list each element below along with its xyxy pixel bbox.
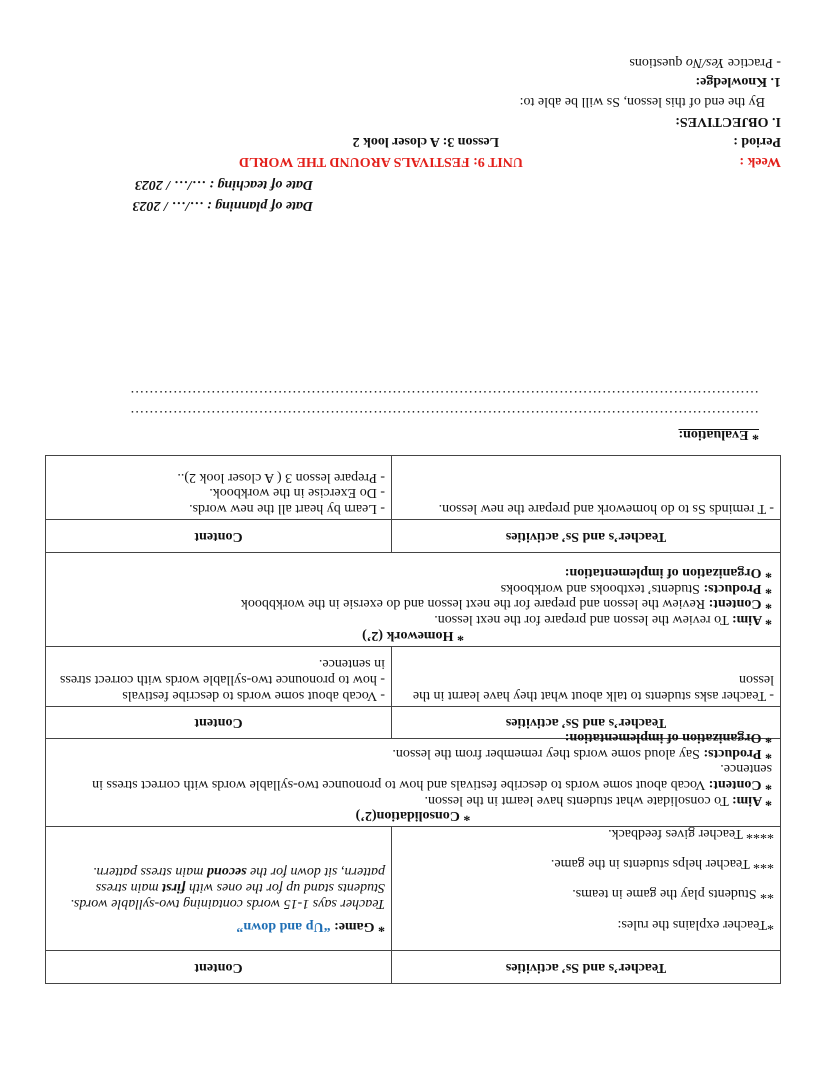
homework-task-2: - Do Exercise in the workbook. — [209, 485, 385, 501]
homework-heading: * Homework (2’) — [362, 627, 464, 643]
game-title: * Game: “Up and down” — [236, 919, 385, 935]
game-row — [46, 827, 780, 951]
objectives-intro: By the end of this lesson, Ss will be able to: — [519, 94, 765, 109]
period-label: Period : — [733, 134, 781, 149]
table-header-row-3 — [46, 520, 780, 553]
activities-table — [45, 455, 781, 984]
evaluation-line-1: …………………………………………………………………………………………………………………… — [129, 407, 759, 422]
consolidation-point-1: - Vocab about some words to describe festivals — [122, 687, 385, 703]
homework-task-1: - Learn by heart all the new words. — [189, 500, 385, 516]
knowledge-item: - Practice Yes/No questions — [629, 55, 781, 70]
game-step-3: *** Teacher helps students in the game. — [550, 855, 774, 871]
col-header-content: Content — [194, 960, 243, 975]
evaluation-line-2: …………………………………………………………………………………………………………………… — [129, 387, 759, 402]
homework-aim: * Aim: To review the lesson and prepare for the next lesson. — [434, 611, 772, 627]
homework-products: * Products: Students’ textbooks and workbooks — [500, 580, 772, 596]
date-of-planning: Date of planning : …/… / 2023 — [132, 198, 313, 213]
consolidation-section — [46, 729, 780, 827]
consolidation-heading: * Consolidation(2’) — [355, 808, 471, 824]
game-content — [46, 827, 391, 950]
consolidation-point-2: - how to pronounce two-syllable words with correct stress in sentence. — [59, 656, 385, 687]
consolidation-detail-row — [46, 647, 780, 707]
homework-activities: - T reminds Ss to do homework and prepare the new lesson. — [391, 456, 780, 519]
game-step-4: **** Teacher gives feedback. — [608, 826, 774, 842]
unit-title: UNIT 9: FESTIVALS AROUND THE WORLD — [238, 154, 523, 169]
game-step-1: *Teacher explains the rules: — [617, 917, 774, 933]
objectives-heading: I. OBJECTIVES: — [675, 114, 781, 129]
homework-task-3: - Prepare lesson 3 ( A closer look 2).. — [177, 469, 385, 485]
knowledge-heading: 1. Knowledge: — [695, 74, 781, 89]
consolidation-org: * Organization of implementation: — [564, 729, 772, 745]
week-label: Week : — [739, 154, 781, 169]
table-header-row-1 — [46, 951, 780, 983]
consolidation-content-cell — [46, 647, 391, 706]
consolidation-aim: * Aim: To consolidate what students have learnt in the lesson. — [424, 792, 772, 808]
col-header-activities-2: Teacher’s and Ss’ activities — [391, 707, 780, 739]
game-activities — [391, 827, 780, 950]
homework-section — [46, 553, 780, 647]
game-step-2: ** Students play the game in teams. — [572, 885, 774, 901]
col-header-activities-3: Teacher’s and Ss’ activities — [391, 520, 780, 552]
game-instructions: Teacher says 1-15 words containing two-syllable words. Students stand up for the ones with first main stress pattern, sit down for the second main stress pattern. — [70, 864, 385, 911]
table-header-row-2 — [46, 707, 780, 740]
evaluation-label: * Evaluation: — [678, 427, 759, 442]
col-header-content-3: Content — [194, 528, 243, 544]
consolidation-content: * Content: Vocab about some words to describe festivals and how to pronounce two-syllable words with correct stress in sentence. — [92, 761, 772, 792]
consolidation-activities: - Teacher asks students to talk about what they have learnt in the lesson — [391, 647, 780, 706]
homework-org: * Organization of implementation: — [564, 564, 772, 580]
date-of-teaching: Date of teaching : …/… / 2023 — [134, 177, 313, 192]
col-header-content-2: Content — [194, 715, 243, 731]
homework-detail-row — [46, 456, 780, 520]
col-header-activities: Teacher’s and Ss’ activities — [391, 951, 780, 983]
homework-content: * Content: Review the lesson and prepare for the next lesson and do exersie in the workbbook — [240, 596, 772, 612]
lesson-title: Lesson 3: A closer look 2 — [352, 134, 499, 149]
consolidation-products: * Products: Say aloud some words they remember from the lesson. — [392, 745, 772, 761]
homework-content-cell — [46, 456, 391, 519]
